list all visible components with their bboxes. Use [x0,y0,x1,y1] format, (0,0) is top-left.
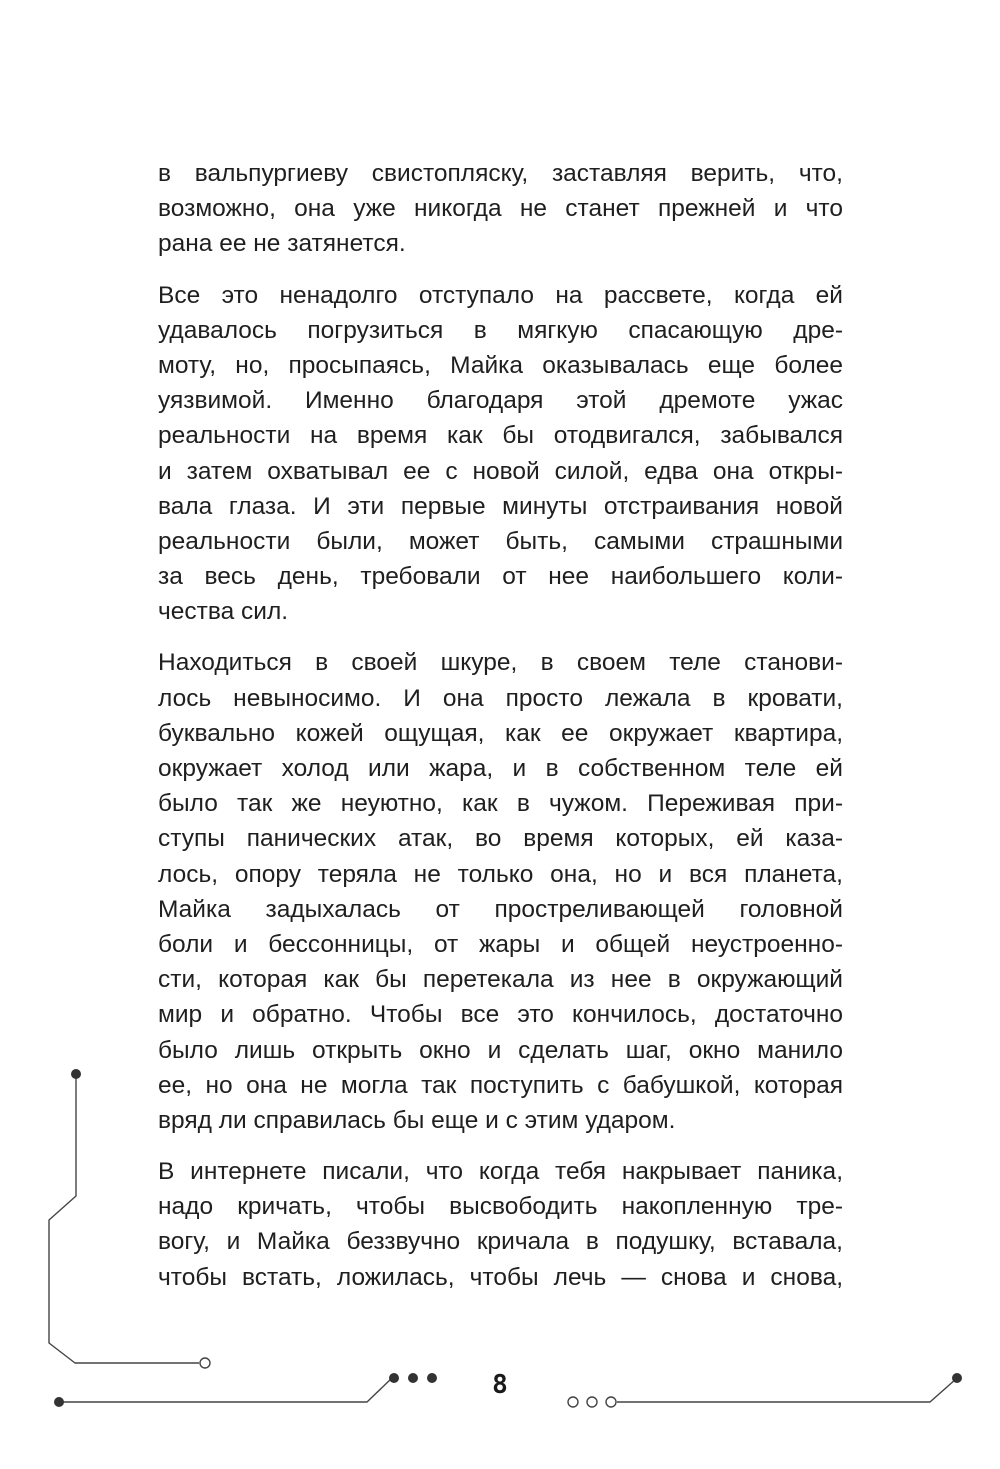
circuit-node-dot [427,1373,437,1383]
circuit-node-dot [408,1373,418,1383]
text-line: надо кричать, чтобы высвободить накопленную тре- [158,1193,843,1221]
circuit-node-dot [952,1373,962,1383]
text-line: окружает холод или жара, и в собственном теле ей [158,755,843,782]
text-line: вала глаза. И эти первые минуты отстраивания новой [158,492,843,520]
text-line: вогу, и Майка беззвучно кричала в подушку, вставала, [158,1228,843,1256]
text-line: чтобы встать, ложилась, чтобы лечь — снова и снова, [158,1263,843,1291]
text-line: и затем охватывал ее с новой силой, едва она откры- [158,457,843,485]
text-line: было так же неуютно, как в чужом. Переживая при- [158,790,843,818]
text-line: вряд ли справилась бы еще и с этим ударом. [158,1106,676,1134]
text-line: было лишь открыть окно и сделать шаг, окно манило [158,1036,843,1064]
text-line: реальности на время как бы отодвигался, забывался [158,422,843,450]
circuit-trace-bottom-right [617,1379,956,1402]
text-line: ступы панических атак, во время которых, ей каза- [158,825,843,853]
circuit-node-ring [606,1397,616,1407]
circuit-node-ring [587,1397,597,1407]
text-line: мир и обратно. Чтобы все это кончилось, достаточно [158,1001,843,1029]
page-number: 8 [492,1370,508,1400]
text-line: уязвимой. Именно благодаря этой дремоте ужас [158,387,843,415]
text-line: сти, которая как бы перетекала из нее в окружающий [158,966,843,994]
text-line: Все это ненадолго отступало на рассвете, когда ей [158,281,843,309]
circuit-node-dot [71,1069,81,1079]
text-line: в вальпургиеву свистопляску, заставляя верить, что, [158,160,843,187]
circuit-node-dot [54,1397,64,1407]
circuit-trace-bottom-left [59,1378,392,1402]
text-line: буквально кожей ощущая, как ее окружает квартира, [158,719,843,747]
text-line: моту, но, просыпаясь, Майка оказывалась еще более [158,351,843,379]
circuit-node-ring [568,1397,578,1407]
text-line: В интернете писали, что когда тебя накрывает паника, [158,1158,843,1186]
text-line: боли и бессонницы, от жары и общей неустроенно- [158,930,843,958]
text-line: возможно, она уже никогда не станет прежней и что [158,195,843,223]
text-line: ее, но она не могла так поступить с бабушкой, которая [158,1071,843,1099]
text-line: Майка задыхалась от простреливающей головной [158,895,843,923]
circuit-trace-left [49,1074,199,1363]
text-line: реальности были, может быть, самыми страшными [158,527,843,555]
text-line: лось, опору теряла не только она, но и вся планета, [158,860,843,888]
text-line: Находиться в своей шкуре, в своем теле станови- [158,649,843,677]
text-line: за весь день, требовали от нее наибольшего коли- [158,563,843,591]
circuit-node-dot [389,1373,399,1383]
text-line: рана ее не затянется. [158,230,406,258]
text-line: удавалось погрузиться в мягкую спасающую дре- [158,316,843,344]
text-line: лось невыносимо. И она просто лежала в кровати, [158,684,843,712]
text-line: чества сил. [158,598,289,626]
circuit-node-ring [200,1358,210,1368]
